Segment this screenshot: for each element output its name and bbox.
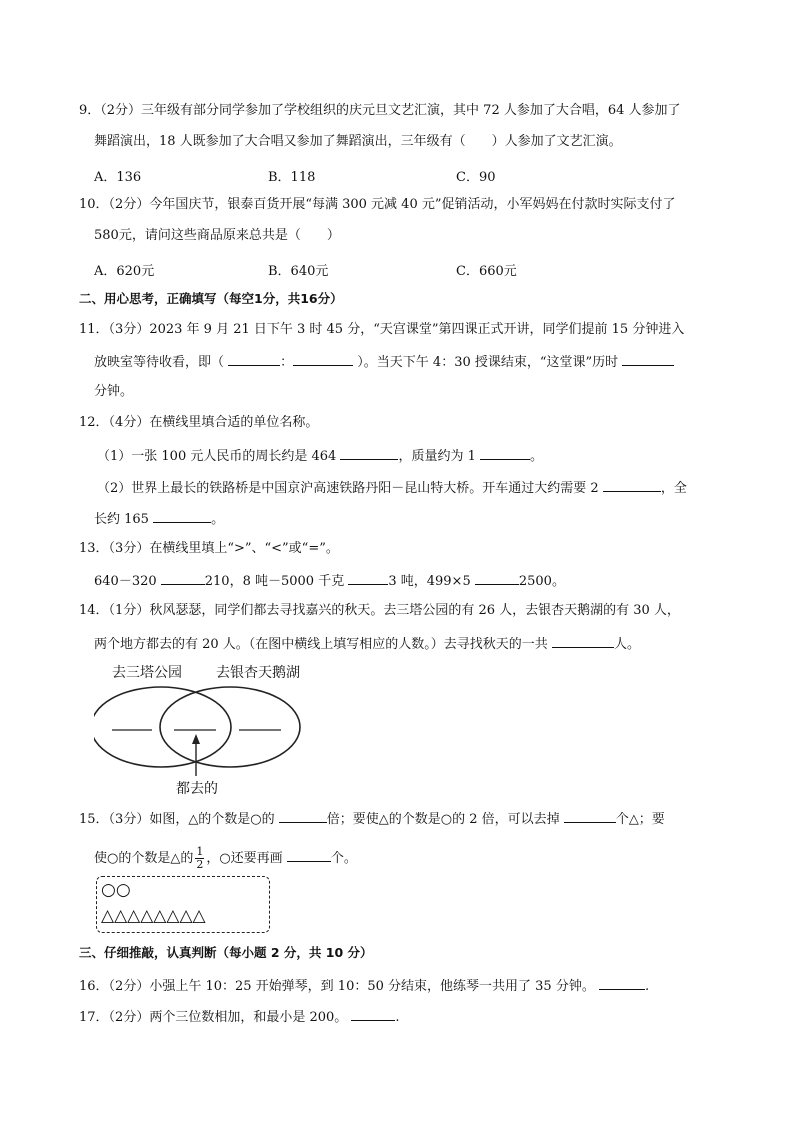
q11-text-c: ）。当天下午 4：30 授课结束，“这堂课”历时 <box>353 355 623 370</box>
q13-text-d: 2500。 <box>518 574 565 589</box>
q10-line1: 10．（2分）今年国庆节，银泰百货开展“每满 300 元减 40 元”促销活动，小军妈妈在付款时实际支付了 <box>79 197 676 212</box>
venn-diagram <box>94 660 314 800</box>
q12-sub2 <box>97 479 687 497</box>
q9-option-b: B．118 <box>268 170 316 185</box>
q14-line2 <box>94 635 640 653</box>
q12-blank-2[interactable] <box>480 447 530 460</box>
venn-label-right: 去银杏天鹅湖 <box>216 665 300 681</box>
q11-line2 <box>94 353 674 371</box>
q11-blank-hour[interactable] <box>228 353 280 366</box>
q12-s1-text-c: 。 <box>529 449 543 464</box>
fraction-numerator: 1 <box>196 845 204 858</box>
q16-text: 16．（2分）小强上午 10：25 开始弹琴，到 10：50 分结束，他练琴一共用了 35 分钟。 <box>79 979 599 994</box>
q15-fraction <box>195 846 204 871</box>
q15-blank-2[interactable] <box>564 810 616 823</box>
q11-blank-duration[interactable] <box>622 353 674 366</box>
circles-row: ○○ <box>101 880 131 900</box>
q10-option-a: A．620元 <box>94 264 155 279</box>
q12-blank-3[interactable] <box>603 479 661 492</box>
q17-blank[interactable] <box>351 1008 395 1021</box>
fraction-denominator: 2 <box>196 858 204 871</box>
section-3-heading: 三、仔细推敲，认真判断（每小题 2 分，共 10 分） <box>79 945 373 960</box>
q12-title: 12．（4分）在横线里填合适的单位名称。 <box>79 415 319 430</box>
section-2-heading: 二、用心思考，正确填写（每空1分，共16分） <box>79 291 343 306</box>
q15-text-b: 倍；要使△的个数是○的 2 倍，可以去掉 <box>326 812 564 827</box>
q14-line1: 14．（1分）秋风瑟瑟，同学们都去寻找嘉兴的秋天。去三塔公园的有 26 人，去银杏天鹅湖的有 30 人， <box>79 603 680 618</box>
q12-s2-text-b: ，全 <box>660 481 687 496</box>
q12-blank-1[interactable] <box>340 447 398 460</box>
q12-blank-4[interactable] <box>153 510 211 523</box>
q17-end: . <box>395 1010 400 1025</box>
shapes-box <box>96 876 270 933</box>
venn-label-bottom: 都去的 <box>176 781 218 797</box>
q14-text-b: 人。 <box>613 637 640 652</box>
q9-option-c: C．90 <box>456 170 496 185</box>
q9-line1: 9．（2分）三年级有部分同学参加了学校组织的庆元旦文艺汇演，其中 72 人参加了大合唱，64 人参加了 <box>79 103 681 118</box>
q12-sub1 <box>97 447 543 465</box>
q15-line2 <box>94 846 357 871</box>
q15-text-a: 15．（3分）如图，△的个数是○的 <box>79 812 279 827</box>
q15-text-f: 个。 <box>330 851 357 866</box>
q13-text-b: 210，8 吨－5000 千克 <box>204 574 349 589</box>
q10-line2: 580元，请问这些商品原来总共是（ ） <box>94 228 340 243</box>
q16-blank[interactable] <box>599 977 645 990</box>
q15-text-d: 使○的个数是△的 <box>94 851 194 866</box>
q15-text-c: 个△；要 <box>615 812 665 827</box>
q15-blank-1[interactable] <box>279 810 327 823</box>
q16-line <box>79 977 649 995</box>
q11-colon: ： <box>280 355 294 370</box>
q12-s1-text-a: （1）一张 100 元人民币的周长约是 464 <box>97 449 341 464</box>
q14-text-a: 两个地方都去的有 20 人。（在图中横线上填写相应的人数。）去寻找秋天的一共 <box>94 637 552 652</box>
q17-line <box>79 1008 400 1026</box>
q16-end: . <box>644 979 650 994</box>
venn-ellipse-left <box>94 687 231 767</box>
venn-label-left: 去三塔公园 <box>112 665 182 681</box>
q13-blank-3[interactable] <box>475 572 519 585</box>
q15-blank-3[interactable] <box>287 849 331 862</box>
q11-line1: 11．（3分）2023 年 9 月 21 日下午 3 时 45 分，“天宫课堂”第四课正式开讲，同学们提前 15 分钟进入 <box>79 322 685 337</box>
q11-blank-minute[interactable] <box>293 353 353 366</box>
venn-arrow-head <box>192 734 200 744</box>
q12-sub2-cont <box>94 510 224 528</box>
q11-line3: 分钟。 <box>94 384 134 399</box>
q12-s1-text-b: ，质量约为 1 <box>398 449 480 464</box>
q9-line2: 舞蹈演出，18 人既参加了大合唱又参加了舞蹈演出，三年级有（ ）人参加了文艺汇演。 <box>94 134 622 149</box>
q13-blank-1[interactable] <box>161 572 205 585</box>
q14-blank-total[interactable] <box>552 635 614 648</box>
q9-option-a: A．136 <box>94 170 142 185</box>
q17-text: 17．（2分）两个三位数相加，和最小是 200。 <box>79 1010 352 1025</box>
q10-option-c: C．660元 <box>456 264 517 279</box>
q13-title: 13．（3分）在横线里填上“>”、“<”或“=”。 <box>79 541 339 556</box>
triangles-row: △△△△△△△△ <box>101 906 206 926</box>
q15-text-e: ，○还要再画 <box>206 851 287 866</box>
q13-blank-2[interactable] <box>348 572 388 585</box>
q13-text-c: 3 吨，499×5 <box>388 574 475 589</box>
q13-line2 <box>94 572 565 590</box>
q11-text-a: 放映室等待收看，即（ <box>94 355 229 370</box>
venn-ellipse-right <box>160 687 300 767</box>
q10-option-b: B．640元 <box>268 264 329 279</box>
q15-line1 <box>79 810 665 828</box>
q12-s2-text-a: （2）世界上最长的铁路桥是中国京沪高速铁路丹阳－昆山特大桥。开车通过大约需要 2 <box>97 481 603 496</box>
q12-s3-text-a: 长约 165 <box>94 512 154 527</box>
q13-text-a: 640－320 <box>94 574 161 589</box>
q12-s3-text-b: 。 <box>211 512 225 527</box>
